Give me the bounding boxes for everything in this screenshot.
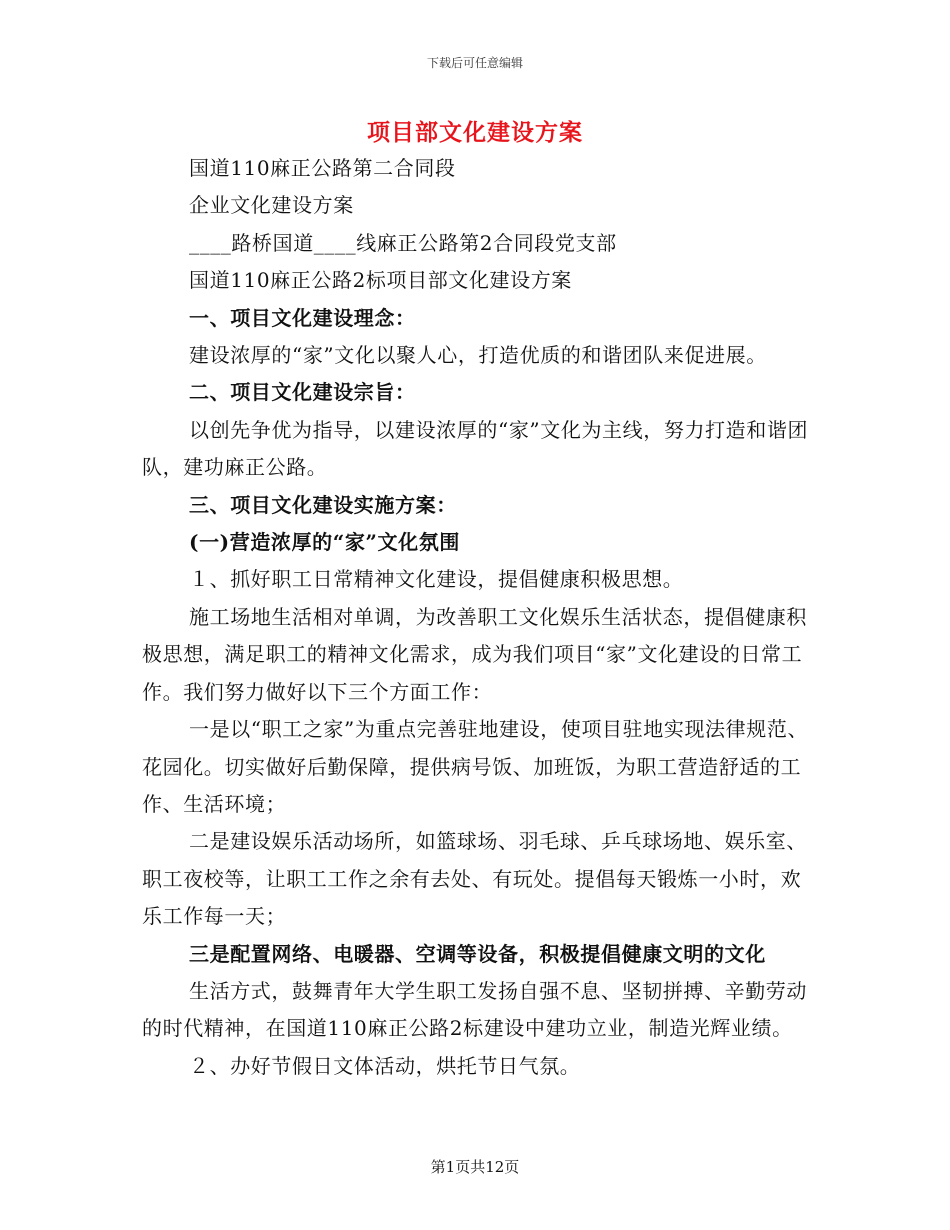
- subheading-home-culture: (一)营造浓厚的“家”文化氛围: [189, 530, 460, 555]
- page-footer: 第1页共12页: [430, 1158, 520, 1176]
- paragraph-purpose: 以创先争优为指导，以建设浓厚的“家”文化为主线，努力打造和谐团队，建功麻正公路。: [142, 417, 809, 480]
- document-body: [142, 150, 810, 1085]
- paragraph-plan-name: 企业文化建设方案: [189, 193, 354, 218]
- paragraph-point-three-bold: 三是配置网络、电暖器、空调等设备，积极提倡健康文明的文化: [189, 941, 766, 966]
- item-1-heading: １、抓好职工日常精神文化建设，提倡健康积极思想。: [189, 567, 684, 592]
- heading-concept: 一、项目文化建设理念：: [189, 305, 416, 330]
- paragraph-point-two: 二是建设娱乐活动场所，如篮球场、羽毛球、乒乓球场地、娱乐室、职工夜校等，让职工工作之余有去处、有玩处。提倡每天锻炼一小时，欢乐工作每一天；: [142, 829, 807, 929]
- document-title: 项目部文化建设方案: [367, 119, 583, 146]
- paragraph-point-one: 一是以“职工之家”为重点完善驻地建设，使项目驻地实现法律规范、花园化。切实做好后勤保障，提供病号饭、加班饭，为职工营造舒适的工作、生活环境；: [142, 717, 809, 816]
- paragraph-branch-name: ____路桥国道____线麻正公路第2合同段党支部: [189, 230, 617, 255]
- item-2-heading: ２、办好节假日文体活动，烘托节日气氛。: [189, 1053, 581, 1078]
- paragraph-item-1: 施工场地生活相对单调，为改善职工文化娱乐生活状态，提倡健康积极思想，满足职工的精神文化需求，成为我们项目“家”文化建设的日常工作。我们努力做好以下三个方面工作：: [142, 604, 807, 704]
- paragraph-point-three-rest: 生活方式，鼓舞青年大学生职工发扬自强不息、坚韧拼搏、辛勤劳动的时代精神，在国道110麻正公路2标建设中建功立业，制造光辉业绩。: [142, 978, 807, 1041]
- paragraph-plan-full-title: 国道110麻正公路2标项目部文化建设方案: [189, 268, 572, 293]
- heading-purpose: 二、项目文化建设宗旨：: [189, 380, 416, 405]
- paragraph-concept: 建设浓厚的“家”文化以聚人心，打造优质的和谐团队来促进展。: [189, 343, 767, 368]
- paragraph-section-name: 国道110麻正公路第二合同段: [189, 156, 456, 180]
- heading-implementation: 三、项目文化建设实施方案：: [189, 492, 457, 517]
- header-note: 下载后可任意编辑: [426, 56, 523, 70]
